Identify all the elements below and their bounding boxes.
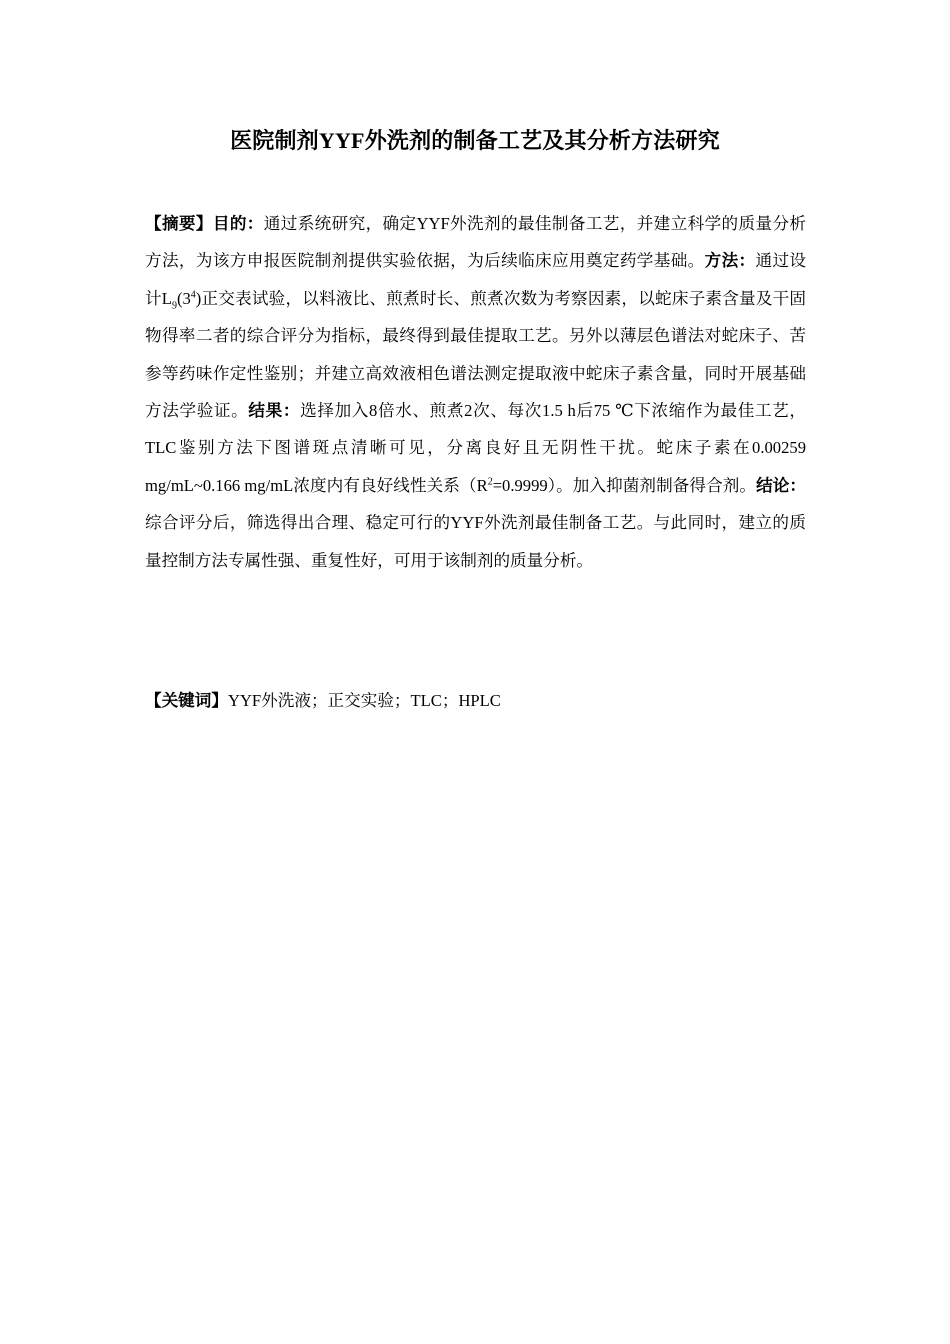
objective-text: 通过系统研究，确定YYF外洗剂的最佳制备工艺，并建立科学的质量分析方法，为该方申报医院制剂提供实验依据，为后续临床应用奠定药学基础。: [145, 214, 806, 271]
result-superscript: 2: [487, 476, 493, 488]
result-text-part1: 选择加入8倍水、煎煮2次、每次1.5 h后75 ℃下浓缩作为最佳工艺，TLC鉴别方法下图谱斑点清晰可见，分离良好且无阴性干扰。蛇床子素在0.00259 mg/mL~0.166 mg/mL浓度内有良好线性关系（R: [145, 401, 806, 495]
abstract-label: 【摘要】: [145, 214, 213, 233]
keywords-line: [145, 684, 806, 718]
method-text-part1: 通过设计L: [145, 251, 807, 308]
keywords-text: YYF外洗液；正交实验；TLC；HPLC: [227, 691, 501, 710]
paper-title: 医院制剂YYF外洗剂的制备工艺及其分析方法研究: [230, 128, 720, 153]
result-label: 结果：: [248, 401, 301, 421]
keywords-label: 【关键词】: [145, 691, 228, 710]
method-text-part3: )正交表试验，以料液比、煎煮时长、煎煮次数为考察因素，以蛇床子素含量及干固物得率二者的综合评分为指标，最终得到最佳提取工艺。另外以薄层色谱法对蛇床子、苦参等药味作定性鉴别；并建立高效液相色谱法测定提取液中蛇床子素含量，同时开展基础方法学验证。: [145, 288, 806, 421]
method-label: 方法：: [704, 251, 756, 271]
conclusion-label: 结论：: [756, 475, 806, 495]
method-text-part2: (3: [176, 288, 191, 308]
abstract-paragraph: [145, 205, 806, 579]
objective-label: 目的：: [212, 214, 264, 233]
conclusion-text: 综合评分后，筛选得出合理、稳定可行的YYF外洗剂最佳制备工艺。与此同时，建立的质量控制方法专属性强、重复性好，可用于该制剂的质量分析。: [145, 513, 806, 570]
method-superscript: 4: [190, 289, 196, 301]
result-text-part2: =0.9999）。加入抑菌剂制备得合剂。: [492, 475, 757, 495]
method-subscript: 9: [171, 300, 177, 312]
